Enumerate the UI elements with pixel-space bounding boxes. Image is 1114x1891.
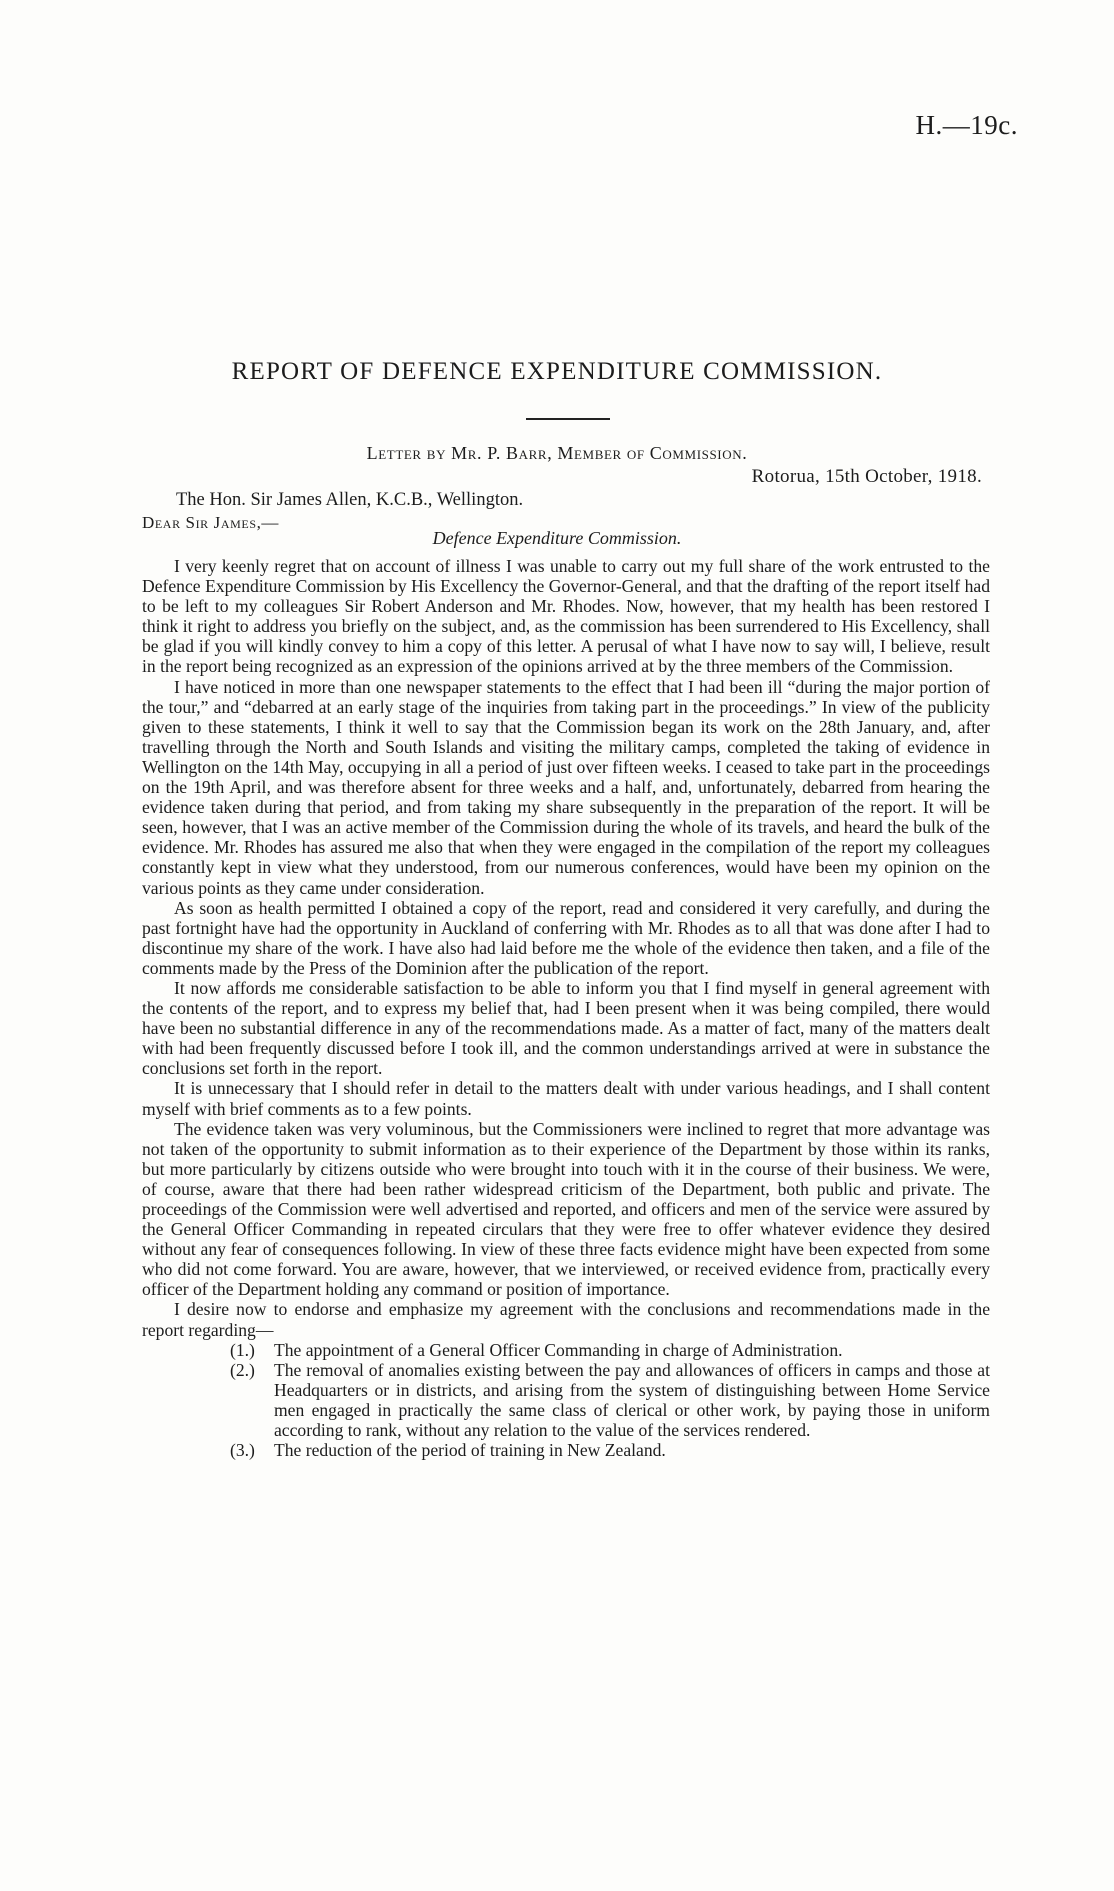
paragraph: As soon as health permitted I obtained a copy of the report, read and considered it very carefully, and during the past fortnight have had the opportunity in Auckland of conferring with Mr. Rhodes as to all that was done after I had to discontinue my share of the work. I have also had laid before me the whole of the evidence then taken, and a file of the comments made by the Press of the Dominion after the publication of the report.	[142, 897, 990, 978]
paragraph: The evidence taken was very voluminous, but the Commissioners were inclined to regret that more advantage was not taken of the opportunity to submit information as to their experience of the Department by those within its ranks, but more particularly by citizens outside who were brought into touch with it in the course of their business. We were, of course, aware that there had been rather widespread criticism of the Department, both public and private. The proceedings of the Commission were well advertised and reported, and officers and men of the service were assured by the General Officer Commanding in repeated circulars that they were free to offer whatever evidence they desired without any fear of consequences following. In view of these three facts evidence might have been expected from some who did not come forward. You are aware, however, that we interviewed, or received evidence from, practically every officer of the Department holding any command or position of importance.	[142, 1118, 990, 1300]
page-identifier: H.—19c.	[915, 110, 1018, 140]
recommendation-text: The removal of anomalies existing between the pay and allowances of officers in camps and those at Headquarters or in districts, and arising from the system of distinguishing between Home Service men engaged in practically the same class of clerical or other work, by paying those in uniform according to rank, without any relation to the value of the services rendered.	[274, 1359, 990, 1441]
recommendation-item	[230, 1360, 990, 1440]
paragraph: It now affords me considerable satisfaction to be able to inform you that I find myself in general agreement with the contents of the report, and to express my belief that, had I been present when it was being compiled, there would have been no substantial difference in any of the recommendations made. As a matter of fact, many of the matters dealt with had been frequently discussed before I took ill, and the common understandings arrived at were in substance the conclusions set forth in the report.	[142, 977, 990, 1079]
recommendation-list	[142, 1340, 990, 1461]
recommendation-number: (1.)	[230, 1339, 255, 1360]
paragraph: It is unnecessary that I should refer in detail to the matters dealt with under various headings, and I shall content myself with brief comments as to a few points.	[142, 1078, 990, 1119]
recommendation-item	[230, 1340, 990, 1360]
recommendation-item	[230, 1440, 990, 1460]
paragraph: I have noticed in more than one newspaper statements to the effect that I had been ill “during the major portion of the tour,” and “debarred at an early stage of the inquiries from taking part in the proceedings.” In view of the publicity given to these statements, I think it well to say that the Commission began its work on the 28th January, and, after travelling through the North and South Islands and visiting the military camps, completed the taking of evidence in Wellington on the 14th May, occupying in all a period of just over fifteen weeks. I ceased to take part in the proceedings on the 19th April, and was therefore absent for three weeks and a half, and, unfortunately, debarred from hearing the evidence taken during that period, and from taking my share subsequently in the preparation of the report. It will be seen, however, that I was an active member of the Commission during the whole of its travels, and heard the bulk of the evidence. Mr. Rhodes has assured me also that when they were engaged in the compilation of the report my colleagues constantly kept in view what they understood, from our numerous conferences, would have been my opinion on the various points as they came under consideration.	[142, 676, 990, 898]
recommendation-text: The reduction of the period of training in New Zealand.	[274, 1440, 666, 1461]
letter-subheading: Letter by Mr. P. Barr, Member of Commission.	[366, 443, 748, 463]
paragraph: I desire now to endorse and emphasize my agreement with the conclusions and recommendations made in the report regarding—	[142, 1299, 990, 1340]
recommendation-number: (2.)	[230, 1359, 255, 1380]
letter-place-date: Rotorua, 15th October, 1918.	[751, 466, 982, 487]
recommendation-text: The appointment of a General Officer Commanding in charge of Administration.	[274, 1339, 843, 1360]
recommendation-number: (3.)	[230, 1440, 255, 1461]
report-title: REPORT OF DEFENCE EXPENDITURE COMMISSION.	[231, 358, 883, 385]
letter-recipient: The Hon. Sir James Allen, K.C.B., Wellington.	[176, 490, 524, 510]
title-divider	[526, 418, 610, 420]
letter-subject: Defence Expenditure Commission.	[432, 528, 682, 548]
letter-body	[142, 556, 990, 1460]
letter-salutation: Dear Sir James,—	[142, 513, 280, 532]
paragraph: I very keenly regret that on account of illness I was unable to carry out my full share of the work entrusted to the Defence Expenditure Commission by His Excellency the Governor-General, and that the drafting of the report itself had to be left to my colleagues Sir Robert Anderson and Mr. Rhodes. Now, however, that my health has been restored I think it right to address you briefly on the subject, and, as the commission has been surrendered to His Excellency, shall be glad if you will kindly convey to him a copy of this letter. A perusal of what I have now to say will, I believe, result in the report being recognized as an expression of the opinions arrived at by the three members of the Commission.	[142, 556, 990, 677]
